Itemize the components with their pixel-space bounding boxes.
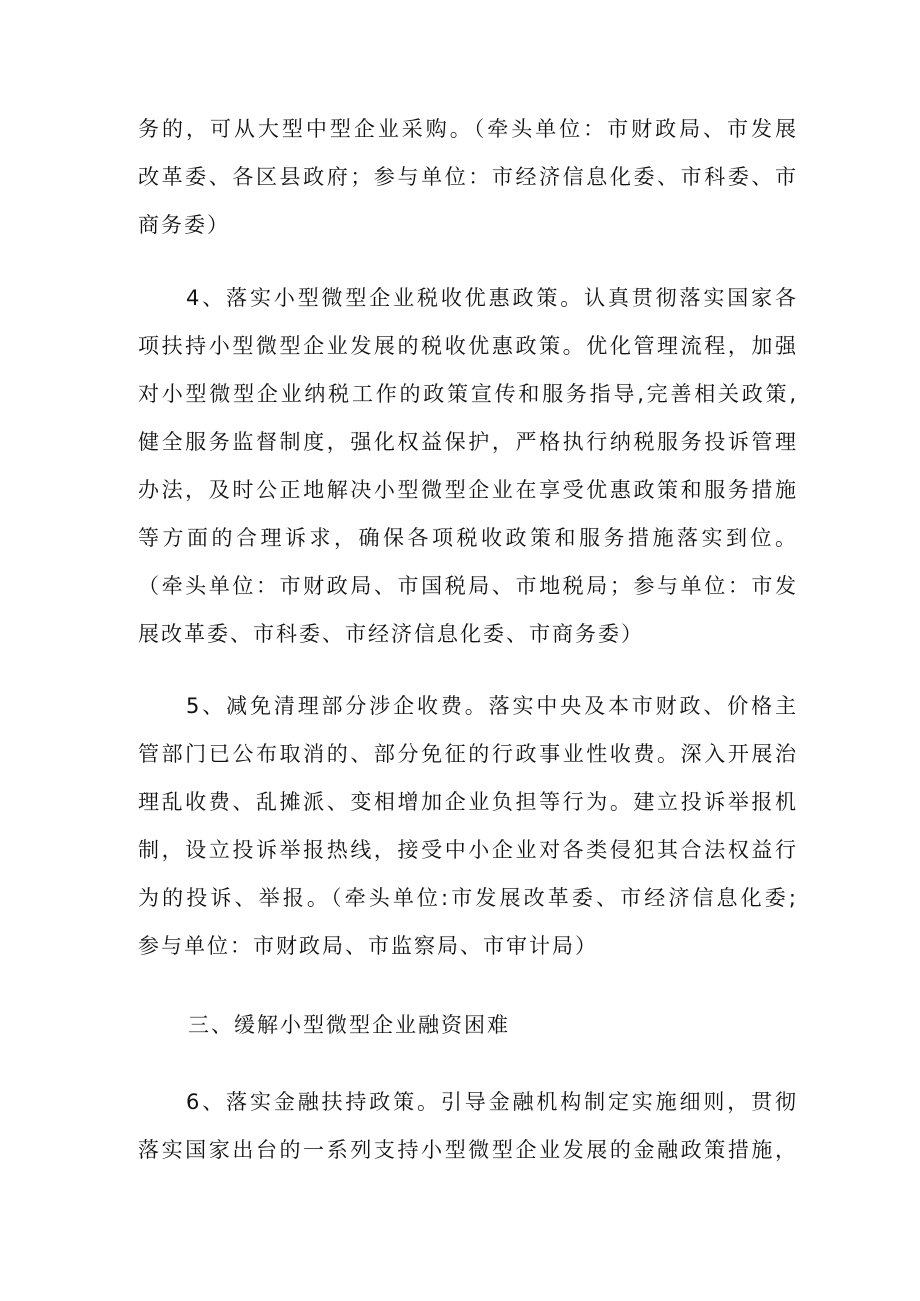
section-heading: 三、缓解小型微型企业融资困难 [188, 1013, 510, 1037]
text-line: 管部门已公布取消的、部分免征的行政事业性收费。深入开展治 [138, 742, 798, 766]
item-5-first-line: 5、减免清理部分涉企收费。落实中央及本市财政、价格主 [186, 694, 798, 718]
item-6-first-line: 6、落实金融扶持政策。引导金融机构制定实施细则，贯彻 [186, 1090, 798, 1114]
text-line: 项扶持小型微型企业发展的税收优惠政策。优化管理流程，加强 [138, 334, 798, 358]
text-line: 办法，及时公正地解决小型微型企业在享受优惠政策和服务措施 [138, 478, 798, 502]
text-line: 制，设立投诉举报热线，接受中小企业对各类侵犯其合法权益行 [138, 838, 798, 862]
text-line: 健全服务监督制度，强化权益保护，严格执行纳税服务投诉管理 [138, 430, 798, 454]
text-line: 务的，可从大型中型企业采购。（牵头单位：市财政局、市发展 [138, 117, 798, 141]
text-line: 展改革委、市科委、市经济信息化委、市商务委） [138, 622, 644, 646]
text-line: 对小型微型企业纳税工作的政策宣传和服务指导,完善相关政策, [138, 382, 798, 406]
text-line: 商务委） [138, 213, 230, 237]
text-line: 等方面的合理诉求，确保各项税收政策和服务措施落实到位。 [138, 526, 798, 550]
text-line: 改革委、各区县政府；参与单位：市经济信息化委、市科委、市 [138, 165, 798, 189]
text-line: 落实国家出台的一系列支持小型微型企业发展的金融政策措施， [138, 1138, 798, 1162]
text-line: 理乱收费、乱摊派、变相增加企业负担等行为。建立投诉举报机 [138, 790, 798, 814]
text-line: 参与单位：市财政局、市监察局、市审计局） [138, 934, 598, 958]
item-4-first-line: 4、落实小型微型企业税收优惠政策。认真贯彻落实国家各 [186, 286, 798, 310]
text-line: （牵头单位：市财政局、市国税局、市地税局；参与单位：市发 [138, 574, 798, 598]
text-line: 为的投诉、举报。（牵头单位:市发展改革委、市经济信息化委; [138, 886, 798, 910]
